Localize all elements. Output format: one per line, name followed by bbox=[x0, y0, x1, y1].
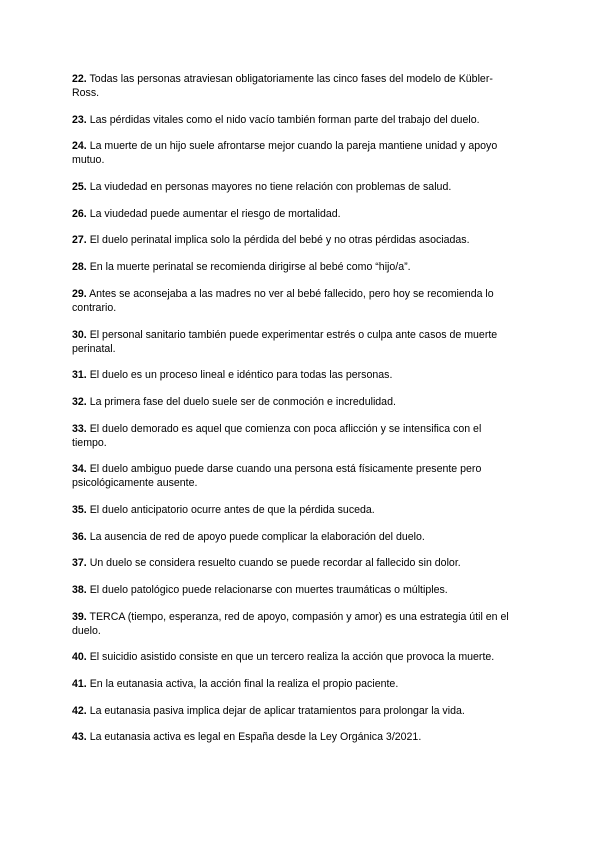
statement-number: 26. bbox=[72, 207, 87, 220]
statement-text: Un duelo se considera resuelto cuando se puede recordar al fallecido sin dolor. bbox=[89, 557, 461, 570]
statement-item bbox=[72, 530, 514, 544]
statement-number: 43. bbox=[72, 731, 87, 744]
statement-number: 39. bbox=[72, 610, 87, 623]
statement-number: 29. bbox=[72, 287, 87, 300]
statement-number: 31. bbox=[72, 369, 87, 382]
statement-text: El duelo anticipatorio ocurre antes de que la pérdida suceda. bbox=[89, 503, 375, 516]
statement-text: Antes se aconsejaba a las madres no ver al bebé fallecido, pero hoy se recomienda lo contrario. bbox=[72, 287, 494, 314]
statement-text: TERCA (tiempo, esperanza, red de apoyo, compasión y amor) es una estrategia útil en el duelo. bbox=[72, 610, 509, 637]
statement-item bbox=[72, 583, 514, 597]
statement-number: 38. bbox=[72, 584, 87, 596]
statement-text: La viudedad puede aumentar el riesgo de mortalidad. bbox=[89, 207, 341, 220]
statement-item bbox=[72, 113, 514, 127]
statement-item bbox=[72, 260, 514, 274]
statement-number: 41. bbox=[72, 678, 87, 691]
statement-item bbox=[72, 650, 514, 664]
statement-text: Todas las personas atraviesan obligatoriamente las cinco fases del modelo de Kübler-Ross. bbox=[72, 73, 493, 99]
statement-item bbox=[72, 610, 514, 638]
statement-item bbox=[72, 556, 514, 570]
statement-item bbox=[72, 677, 514, 691]
statement-text: El duelo ambiguo puede darse cuando una persona está físicamente presente pero psicológicamente ausente. bbox=[72, 463, 482, 490]
statement-number: 24. bbox=[72, 140, 87, 153]
statement-text: En la eutanasia activa, la acción final la realiza el propio paciente. bbox=[89, 678, 399, 691]
statement-number: 40. bbox=[72, 651, 87, 664]
statement-number: 33. bbox=[72, 422, 87, 435]
statement-item bbox=[72, 422, 514, 450]
statement-text: El personal sanitario también puede experimentar estrés o culpa ante casos de muerte perinatal. bbox=[72, 328, 498, 355]
statement-item bbox=[72, 704, 514, 718]
statement-item bbox=[72, 730, 514, 744]
statement-item bbox=[72, 328, 514, 356]
statement-number: 28. bbox=[72, 261, 87, 274]
statement-text: La eutanasia activa es legal en España desde la Ley Orgánica 3/2021. bbox=[89, 731, 422, 744]
statement-number: 30. bbox=[72, 328, 87, 341]
statement-item bbox=[72, 233, 514, 247]
statement-number: 22. bbox=[72, 73, 87, 85]
statement-item bbox=[72, 180, 514, 194]
statement-item bbox=[72, 368, 514, 382]
statement-text: Las pérdidas vitales como el nido vacío también forman parte del trabajo del duelo. bbox=[89, 113, 480, 126]
statement-item bbox=[72, 503, 514, 517]
statement-text: El duelo perinatal implica solo la pérdida del bebé y no otras pérdidas asociadas. bbox=[89, 234, 470, 247]
statement-number: 36. bbox=[72, 530, 87, 543]
statement-text: La primera fase del duelo suele ser de conmoción e incredulidad. bbox=[89, 395, 396, 408]
statement-number: 27. bbox=[72, 234, 87, 247]
statement-number: 34. bbox=[72, 463, 87, 476]
statement-text: El duelo es un proceso lineal e idéntico para todas las personas. bbox=[89, 369, 393, 382]
statement-number: 32. bbox=[72, 395, 87, 408]
statement-number: 23. bbox=[72, 113, 87, 126]
statement-text: El suicidio asistido consiste en que un tercero realiza la acción que provoca la muerte. bbox=[89, 651, 495, 664]
statement-number: 37. bbox=[72, 557, 87, 570]
statement-item bbox=[72, 462, 514, 490]
statement-item bbox=[72, 72, 514, 100]
statement-list bbox=[72, 72, 514, 744]
statement-text: La eutanasia pasiva implica dejar de aplicar tratamientos para prolongar la vida. bbox=[89, 704, 465, 717]
statement-text: En la muerte perinatal se recomienda dirigirse al bebé como “hijo/a”. bbox=[89, 261, 411, 274]
statement-text: La muerte de un hijo suele afrontarse mejor cuando la pareja mantiene unidad y apoyo mutuo. bbox=[72, 140, 498, 167]
statement-number: 25. bbox=[72, 181, 87, 194]
statement-number: 35. bbox=[72, 503, 87, 516]
statement-item bbox=[72, 207, 514, 221]
statement-text: La viudedad en personas mayores no tiene relación con problemas de salud. bbox=[89, 181, 452, 194]
statement-text: El duelo patológico puede relacionarse con muertes traumáticas o múltiples. bbox=[89, 584, 448, 596]
statement-item bbox=[72, 287, 514, 315]
statement-item bbox=[72, 395, 514, 409]
statement-item bbox=[72, 139, 514, 167]
statement-text: El duelo demorado es aquel que comienza con poca aflicción y se intensifica con el tiempo. bbox=[72, 422, 482, 449]
statement-number: 42. bbox=[72, 704, 87, 717]
statement-text: La ausencia de red de apoyo puede complicar la elaboración del duelo. bbox=[89, 530, 425, 543]
